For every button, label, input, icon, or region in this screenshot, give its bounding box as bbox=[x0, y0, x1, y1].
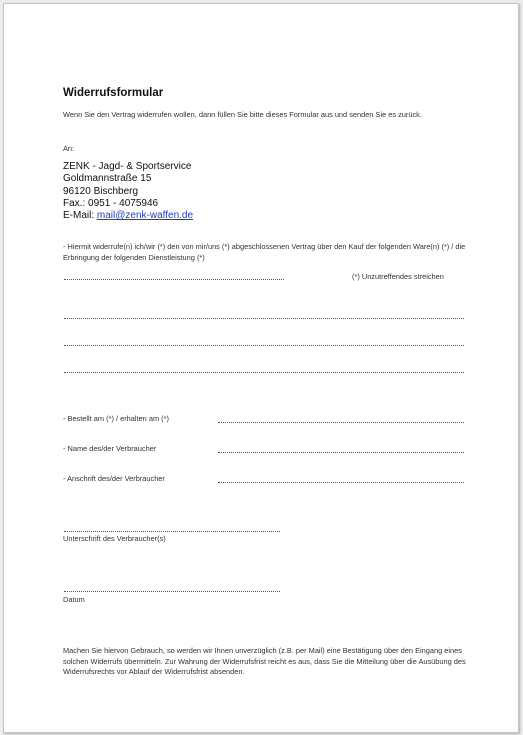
signature-label: Unterschrift des Verbraucher(s) bbox=[63, 534, 166, 543]
signature-line[interactable] bbox=[64, 531, 280, 532]
document-page bbox=[3, 3, 519, 733]
ordered-received-label: - Bestellt am (*) / erhalten am (*) bbox=[63, 414, 169, 423]
email-line bbox=[63, 210, 193, 222]
consumer-address-label: - Anschrift des/der Verbraucher bbox=[63, 474, 165, 483]
page-title: Widerrufsformular bbox=[63, 87, 164, 99]
city: 96120 Bischberg bbox=[63, 185, 139, 197]
street: Goldmannstraße 15 bbox=[63, 173, 152, 185]
fax: Fax.: 0951 - 4075946 bbox=[63, 197, 159, 209]
goods-line-1[interactable] bbox=[64, 279, 284, 280]
recipient-label: An: bbox=[63, 144, 75, 153]
consumer-address-line[interactable] bbox=[218, 482, 464, 483]
closing-text: Machen Sie hiervon Gebrauch, so werden wir Ihnen unverzüglich (z.B. per Mail) eine Bestätigung über den Eingang eines solchen Widerrufs übermitteln. Zur Wahrung der Widerrufsfrist reicht es aus, dass Sie die Mitteilung über die Ausübung des Widerrufsrechts vor Ablauf der Widerrufsfrist absenden. bbox=[63, 646, 466, 676]
recipient-address bbox=[63, 161, 193, 222]
goods-line-2[interactable] bbox=[64, 318, 464, 319]
company-name: ZENK - Jagd- & Sportservice bbox=[63, 161, 192, 172]
strike-note: (*) Unzutreffendes streichen bbox=[352, 272, 444, 281]
intro-text: Wenn Sie den Vertrag widerrufen wollen, dann füllen Sie bitte dieses Formular aus und senden Sie es zurück. bbox=[63, 110, 422, 119]
consumer-name-line[interactable] bbox=[218, 452, 464, 453]
email-label: E-Mail: bbox=[63, 210, 97, 222]
goods-line-4[interactable] bbox=[64, 372, 464, 373]
email-link[interactable]: mail@zenk-waffen.de bbox=[96, 210, 194, 222]
date-label: Datum bbox=[63, 595, 85, 604]
date-line[interactable] bbox=[64, 591, 280, 592]
ordered-received-line[interactable] bbox=[218, 422, 464, 423]
goods-line-3[interactable] bbox=[64, 345, 464, 346]
consumer-name-label: - Name des/der Verbraucher bbox=[63, 444, 157, 453]
declaration-text: - Hiermit widerrufe(n) ich/wir (*) den von mir/uns (*) abgeschlossenen Vertrag über den Kauf der folgenden Ware(n) (*) / die Erbringung der folgenden Dienstleistung (*) bbox=[63, 242, 466, 262]
